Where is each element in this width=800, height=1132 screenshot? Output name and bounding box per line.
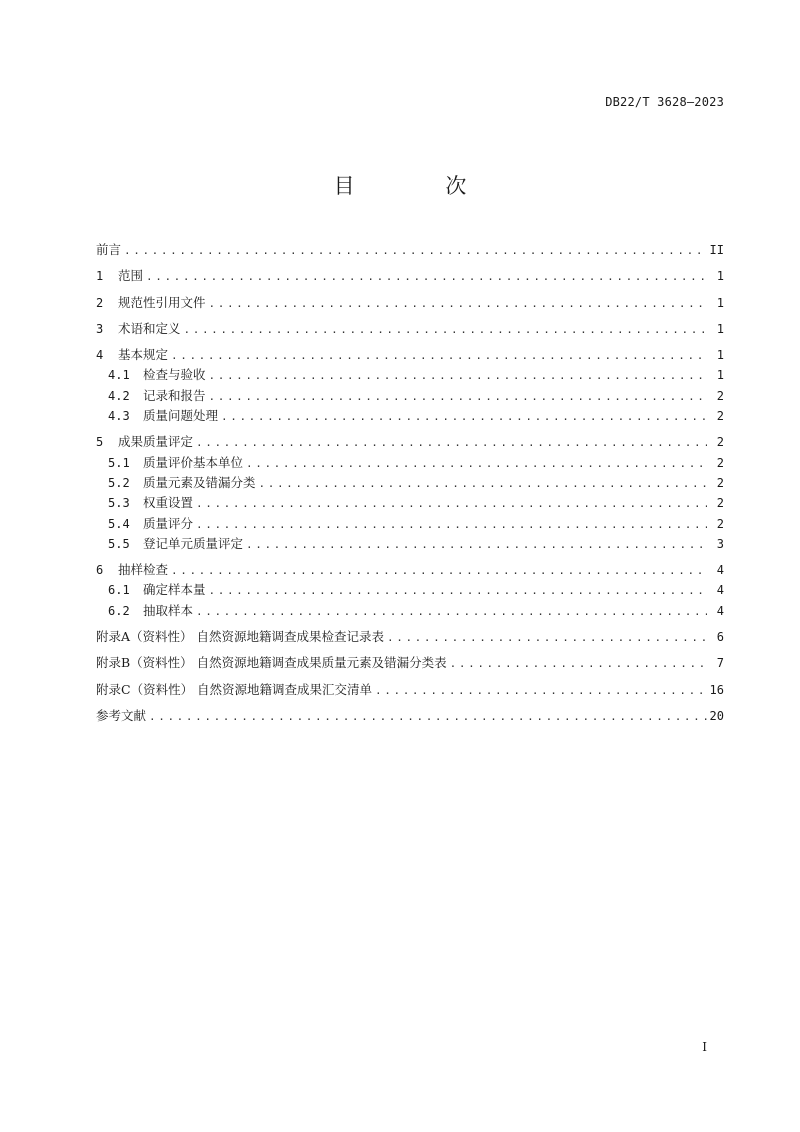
toc-entry-label: 范围: [118, 268, 144, 284]
toc-entry-page: 2: [716, 475, 724, 490]
toc-entry[interactable]: [96, 319, 724, 339]
toc-entry-label: 检查与验收: [143, 367, 206, 383]
table-of-contents: [96, 240, 724, 726]
toc-entry[interactable]: [96, 365, 724, 385]
toc-entry-number: 5.2: [108, 475, 130, 490]
toc-entry[interactable]: [96, 453, 724, 473]
toc-leader-dots: [259, 474, 707, 494]
toc-leader-dots: [124, 241, 707, 261]
toc-entry-page: 2: [716, 496, 724, 511]
toc-entry-label: 附录A（资料性） 自然资源地籍调查成果检查记录表: [96, 629, 385, 645]
toc-entry-number: 3: [96, 321, 104, 336]
toc-leader-dots: [149, 707, 707, 727]
page-number: I: [702, 1040, 707, 1054]
toc-entry[interactable]: [96, 514, 724, 534]
toc-entry-page: 1: [716, 348, 724, 363]
toc-leader-dots: [209, 581, 707, 601]
toc-leader-dots: [171, 346, 707, 366]
toc-entry-label: 基本规定: [118, 347, 169, 363]
toc-entry[interactable]: [96, 432, 724, 452]
toc-entry-page: II: [709, 243, 724, 257]
toc-entry-number: 4: [96, 348, 104, 363]
toc-leader-dots: [196, 602, 707, 622]
toc-entry-label: 抽样检查: [118, 562, 169, 578]
toc-entry[interactable]: [96, 653, 724, 673]
toc-entry-page: 4: [716, 603, 724, 618]
toc-entry-page: 3: [716, 536, 724, 551]
toc-entry[interactable]: [96, 266, 724, 286]
toc-entry-page: 20: [709, 708, 724, 723]
toc-entry[interactable]: [96, 386, 724, 406]
toc-leader-dots: [196, 433, 707, 453]
toc-entry[interactable]: [96, 345, 724, 365]
toc-entry-page: 1: [716, 295, 724, 310]
toc-entry-label: 质量元素及错漏分类: [143, 474, 256, 490]
toc-leader-dots: [375, 681, 707, 701]
toc-entry-label: 确定样本量: [143, 582, 206, 598]
toc-entry-number: 5: [96, 435, 104, 450]
toc-entry-number: 4.2: [108, 388, 130, 403]
toc-entry-label: 术语和定义: [118, 320, 181, 336]
toc-entry-page: 1: [716, 321, 724, 336]
toc-entry-page: 2: [716, 455, 724, 470]
toc-entry[interactable]: [96, 706, 724, 726]
toc-entry-page: 4: [716, 563, 724, 578]
toc-entry-label: 登记单元质量评定: [143, 535, 244, 551]
toc-entry[interactable]: [96, 560, 724, 580]
toc-entry-label: 前言: [96, 242, 122, 257]
toc-entry-page: 2: [716, 388, 724, 403]
toc-entry-label: 质量评价基本单位: [143, 454, 244, 470]
toc-entry-number: 6: [96, 563, 104, 578]
toc-entry-page: 4: [716, 583, 724, 598]
toc-leader-dots: [246, 454, 707, 474]
toc-entry-label: 质量评分: [143, 515, 194, 531]
toc-leader-dots: [221, 407, 707, 427]
toc-title: 目 次: [333, 174, 509, 198]
toc-entry-label: 权重设置: [143, 495, 194, 511]
toc-entry-label: 抽取样本: [143, 602, 194, 618]
toc-leader-dots: [184, 320, 707, 340]
toc-entry[interactable]: [96, 580, 724, 600]
toc-leader-dots: [209, 294, 707, 314]
toc-entry-label: 规范性引用文件: [118, 294, 206, 310]
toc-leader-dots: [196, 494, 707, 514]
toc-entry[interactable]: [96, 240, 724, 260]
toc-entry-page: 1: [716, 269, 724, 284]
toc-entry-number: 2: [96, 295, 104, 310]
toc-entry[interactable]: [96, 493, 724, 513]
toc-entry[interactable]: [96, 601, 724, 621]
toc-leader-dots: [246, 535, 707, 555]
toc-entry-label: 质量问题处理: [143, 408, 219, 424]
toc-entry[interactable]: [96, 293, 724, 313]
toc-entry-label: 附录C（资料性） 自然资源地籍调查成果汇交清单: [96, 681, 373, 697]
toc-leader-dots: [387, 628, 707, 648]
document-id: DB22/T 3628—2023: [605, 95, 724, 109]
toc-entry-page: 2: [716, 435, 724, 450]
toc-entry-label: 参考文献: [96, 707, 147, 723]
toc-entry-number: 5.3: [108, 496, 130, 511]
toc-entry-page: 2: [716, 409, 724, 424]
toc-entry-number: 6.1: [108, 583, 130, 598]
toc-entry-number: 4.1: [108, 368, 130, 383]
toc-entry[interactable]: [96, 680, 724, 700]
toc-entry-page: 2: [716, 516, 724, 531]
toc-leader-dots: [146, 267, 707, 287]
toc-entry-number: 6.2: [108, 603, 130, 618]
toc-entry-page: 16: [709, 682, 724, 697]
toc-entry-page: 6: [716, 630, 724, 645]
toc-entry[interactable]: [96, 473, 724, 493]
toc-entry-number: 4.3: [108, 409, 130, 424]
toc-entry-number: 5.4: [108, 516, 130, 531]
toc-entry-label: 成果质量评定: [118, 434, 194, 450]
toc-leader-dots: [209, 366, 707, 386]
toc-entry-page: 1: [716, 368, 724, 383]
toc-leader-dots: [196, 515, 707, 535]
toc-entry-number: 5.5: [108, 536, 130, 551]
toc-leader-dots: [209, 387, 707, 407]
toc-entry-number: 5.1: [108, 455, 130, 470]
toc-entry[interactable]: [96, 534, 724, 554]
toc-entry-page: 7: [716, 656, 724, 671]
toc-entry-label: 记录和报告: [143, 387, 206, 403]
toc-leader-dots: [171, 561, 707, 581]
toc-entry[interactable]: [96, 627, 724, 647]
toc-leader-dots: [450, 654, 707, 674]
toc-entry-label: 附录B（资料性） 自然资源地籍调查成果质量元素及错漏分类表: [96, 655, 447, 671]
toc-entry-number: 1: [96, 269, 104, 284]
toc-entry[interactable]: [96, 406, 724, 426]
